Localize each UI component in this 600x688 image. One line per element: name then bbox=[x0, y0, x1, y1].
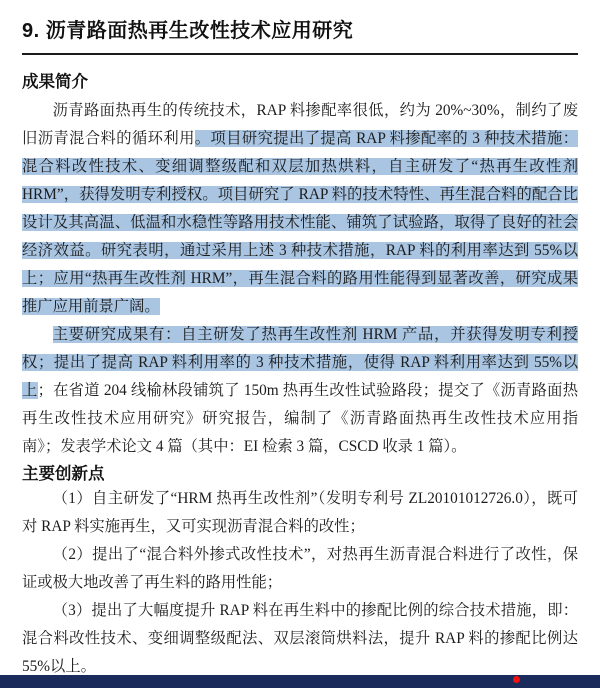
text-run-plain: ；在省道 204 线榆林段铺筑了 150m 热再生改性试验路段；提交了《沥青路面热再生改性技术应用研究》研究报告，编制了《沥青路面热再生改性技术应用指南》；发表学术论文 4 篇（其中：EI 检索 3 篇，CSCD 收录 1 篇）。 bbox=[22, 382, 578, 455]
paragraph-overview bbox=[22, 97, 578, 321]
paragraph-innovation-2: （2）提出了“混合料外掺式改性技术”，对热再生沥青混合料进行了改性，保证或极大地改善了再生料的路用性能； bbox=[22, 546, 578, 591]
paragraph-innovation-3: （3）提出了大幅度提升 RAP 料在再生料中的掺配比例的综合技术措施，即：混合料改性技术、变细调整级配法、双层滚筒烘料法，提升 RAP 料的掺配比例达 55%以上。 bbox=[22, 602, 578, 675]
highlighted-text-run: 。项目研究提出了提高 RAP 料掺配率的 3 种技术措施：混合料改性技术、变细调整级配和双层加热烘料，自主研发了“热再生改性剂 HRM”，获得发明专利授权。项目研究了 RAP 料的技术特性、再生混合料的配合比设计及其高温、低温和水稳性等路用技术性能、铺筑了试验路，取得了良好的社会经济效益。研究表明，通过采用上述 3 种技术措施，RAP 料的利用率达到 55%以上；应用“热再生改性剂 HRM”，再生混合料的路用性能得到显著改善，研究成果推广应用前景广阔。 bbox=[22, 130, 578, 315]
text-run-plain: 沥青路面热再生的传统技术，RAP 料掺配率很低，约为 20%~30%，制约了废旧沥青混合料的循环利用 bbox=[22, 102, 578, 147]
section-heading-innovations: 主要创新点 bbox=[22, 465, 105, 483]
red-indicator-dot bbox=[513, 676, 520, 683]
paragraph-main-results bbox=[22, 321, 578, 461]
innovations-list bbox=[22, 485, 578, 681]
highlighted-text-run: 主要研究成果有：自主研发了热再生改性剂 HRM 产品，并获得发明专利授权；提出了提高 RAP 料利用率的 3 种技术措施，使得 RAP 料利用率达到 55%以上 bbox=[22, 326, 578, 399]
title-divider bbox=[22, 53, 578, 55]
paragraph-innovation-1: （1）自主研发了“HRM 热再生改性剂”（发明专利号 ZL20101012726.0），既可对 RAP 料实施再生，又可实现沥青混合料的改性； bbox=[22, 490, 578, 535]
section-heading-achievements: 成果简介 bbox=[22, 73, 88, 91]
bottom-bar bbox=[0, 675, 600, 688]
page-title: 9. 沥青路面热再生改性技术应用研究 bbox=[22, 20, 354, 42]
